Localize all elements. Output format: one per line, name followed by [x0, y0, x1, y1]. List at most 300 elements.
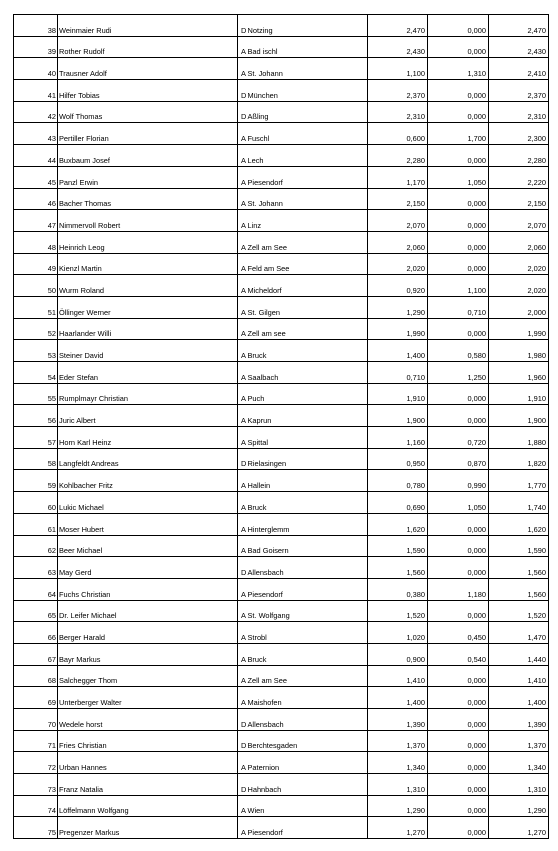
total-cell: 1,390: [489, 709, 549, 731]
country-cell: A: [238, 665, 246, 687]
score-1-cell: 1,560: [368, 557, 428, 579]
town-cell: Saalbach: [246, 362, 368, 384]
name-cell: Heinrich Leog: [58, 231, 238, 253]
score-2-cell: 0,870: [428, 448, 489, 470]
score-1-cell: 1,290: [368, 296, 428, 318]
total-cell: 2,070: [489, 210, 549, 232]
rank-cell: 64: [14, 578, 58, 600]
town-cell: Hallein: [246, 470, 368, 492]
name-cell: Berger Harald: [58, 622, 238, 644]
name-cell: Steiner David: [58, 340, 238, 362]
name-cell: Panzl Erwin: [58, 166, 238, 188]
score-1-cell: 1,400: [368, 340, 428, 362]
town-cell: Puch: [246, 383, 368, 405]
name-cell: Franz Natalia: [58, 774, 238, 796]
town-cell: Bruck: [246, 643, 368, 665]
score-1-cell: 0,780: [368, 470, 428, 492]
score-1-cell: 2,280: [368, 145, 428, 167]
score-1-cell: 2,020: [368, 253, 428, 275]
table-row: [14, 36, 549, 58]
rank-cell: 73: [14, 774, 58, 796]
name-cell: Lukic Michael: [58, 492, 238, 514]
name-cell: Horn Karl Heinz: [58, 427, 238, 449]
results-table-body: [14, 15, 549, 839]
score-2-cell: 1,050: [428, 166, 489, 188]
town-cell: Aßling: [246, 101, 368, 123]
score-2-cell: 0,580: [428, 340, 489, 362]
name-cell: Nimmervoll Robert: [58, 210, 238, 232]
rank-cell: 55: [14, 383, 58, 405]
total-cell: 1,990: [489, 318, 549, 340]
score-2-cell: 0,000: [428, 687, 489, 709]
rank-cell: 43: [14, 123, 58, 145]
score-2-cell: 0,720: [428, 427, 489, 449]
table-row: [14, 275, 549, 297]
rank-cell: 75: [14, 817, 58, 839]
town-cell: Fuschl: [246, 123, 368, 145]
total-cell: 1,960: [489, 362, 549, 384]
total-cell: 2,300: [489, 123, 549, 145]
town-cell: Linz: [246, 210, 368, 232]
table-row: [14, 188, 549, 210]
town-cell: Wien: [246, 795, 368, 817]
total-cell: 1,370: [489, 730, 549, 752]
table-row: [14, 622, 549, 644]
score-1-cell: 1,310: [368, 774, 428, 796]
country-cell: A: [238, 492, 246, 514]
rank-cell: 65: [14, 600, 58, 622]
table-row: [14, 535, 549, 557]
total-cell: 1,340: [489, 752, 549, 774]
country-cell: A: [238, 578, 246, 600]
score-2-cell: 0,000: [428, 80, 489, 102]
score-1-cell: 0,710: [368, 362, 428, 384]
town-cell: Paternion: [246, 752, 368, 774]
total-cell: 1,590: [489, 535, 549, 557]
country-cell: A: [238, 123, 246, 145]
town-cell: Bruck: [246, 340, 368, 362]
table-row: [14, 166, 549, 188]
name-cell: Bacher Thomas: [58, 188, 238, 210]
country-cell: A: [238, 643, 246, 665]
total-cell: 2,470: [489, 15, 549, 37]
town-cell: Strobl: [246, 622, 368, 644]
score-2-cell: 0,000: [428, 795, 489, 817]
total-cell: 1,410: [489, 665, 549, 687]
score-2-cell: 1,050: [428, 492, 489, 514]
total-cell: 1,820: [489, 448, 549, 470]
table-row: [14, 665, 549, 687]
rank-cell: 42: [14, 101, 58, 123]
rank-cell: 66: [14, 622, 58, 644]
rank-cell: 59: [14, 470, 58, 492]
score-1-cell: 2,150: [368, 188, 428, 210]
town-cell: St. Johann: [246, 58, 368, 80]
country-cell: A: [238, 622, 246, 644]
rank-cell: 74: [14, 795, 58, 817]
score-2-cell: 0,000: [428, 231, 489, 253]
score-1-cell: 1,340: [368, 752, 428, 774]
table-row: [14, 383, 549, 405]
rank-cell: 70: [14, 709, 58, 731]
score-2-cell: 0,000: [428, 210, 489, 232]
total-cell: 1,770: [489, 470, 549, 492]
town-cell: Hahnbach: [246, 774, 368, 796]
table-row: [14, 492, 549, 514]
table-row: [14, 58, 549, 80]
country-cell: A: [238, 513, 246, 535]
total-cell: 1,620: [489, 513, 549, 535]
score-2-cell: 0,000: [428, 318, 489, 340]
town-cell: Zell am See: [246, 231, 368, 253]
table-row: [14, 362, 549, 384]
score-2-cell: 0,000: [428, 752, 489, 774]
country-cell: A: [238, 275, 246, 297]
country-cell: A: [238, 318, 246, 340]
total-cell: 2,310: [489, 101, 549, 123]
town-cell: Rielasingen: [246, 448, 368, 470]
town-cell: Zell am See: [246, 665, 368, 687]
results-table: [13, 14, 549, 839]
name-cell: May Gerd: [58, 557, 238, 579]
town-cell: Piesendorf: [246, 578, 368, 600]
name-cell: Salchegger Thom: [58, 665, 238, 687]
name-cell: Pertiller Florian: [58, 123, 238, 145]
table-row: [14, 578, 549, 600]
table-row: [14, 427, 549, 449]
total-cell: 1,910: [489, 383, 549, 405]
score-1-cell: 1,900: [368, 405, 428, 427]
score-1-cell: 0,950: [368, 448, 428, 470]
score-1-cell: 2,060: [368, 231, 428, 253]
name-cell: Weinmaier Rudi: [58, 15, 238, 37]
table-row: [14, 470, 549, 492]
total-cell: 2,370: [489, 80, 549, 102]
score-2-cell: 0,000: [428, 513, 489, 535]
rank-cell: 44: [14, 145, 58, 167]
town-cell: St. Wolfgang: [246, 600, 368, 622]
country-cell: A: [238, 340, 246, 362]
rank-cell: 41: [14, 80, 58, 102]
score-1-cell: 1,290: [368, 795, 428, 817]
score-2-cell: 0,000: [428, 383, 489, 405]
country-cell: A: [238, 405, 246, 427]
country-cell: D: [238, 730, 246, 752]
name-cell: Wurm Roland: [58, 275, 238, 297]
score-2-cell: 0,000: [428, 817, 489, 839]
score-1-cell: 1,270: [368, 817, 428, 839]
table-row: [14, 817, 549, 839]
score-2-cell: 0,450: [428, 622, 489, 644]
score-2-cell: 0,990: [428, 470, 489, 492]
score-1-cell: 2,370: [368, 80, 428, 102]
score-2-cell: 0,000: [428, 557, 489, 579]
table-row: [14, 15, 549, 37]
name-cell: Pregenzer Markus: [58, 817, 238, 839]
name-cell: Moser Hubert: [58, 513, 238, 535]
table-row: [14, 145, 549, 167]
town-cell: Bad ischl: [246, 36, 368, 58]
total-cell: 1,290: [489, 795, 549, 817]
score-2-cell: 1,250: [428, 362, 489, 384]
country-cell: A: [238, 470, 246, 492]
country-cell: A: [238, 817, 246, 839]
total-cell: 1,560: [489, 578, 549, 600]
rank-cell: 72: [14, 752, 58, 774]
rank-cell: 53: [14, 340, 58, 362]
rank-cell: 54: [14, 362, 58, 384]
town-cell: Bad Goisern: [246, 535, 368, 557]
country-cell: A: [238, 36, 246, 58]
score-1-cell: 0,380: [368, 578, 428, 600]
score-2-cell: 0,000: [428, 405, 489, 427]
rank-cell: 61: [14, 513, 58, 535]
name-cell: Buxbaum Josef: [58, 145, 238, 167]
name-cell: Fuchs Christian: [58, 578, 238, 600]
country-cell: D: [238, 774, 246, 796]
total-cell: 1,270: [489, 817, 549, 839]
rank-cell: 71: [14, 730, 58, 752]
score-1-cell: 1,160: [368, 427, 428, 449]
score-1-cell: 1,910: [368, 383, 428, 405]
town-cell: Hinterglemm: [246, 513, 368, 535]
country-cell: A: [238, 535, 246, 557]
total-cell: 1,560: [489, 557, 549, 579]
total-cell: 1,980: [489, 340, 549, 362]
country-cell: A: [238, 231, 246, 253]
country-cell: D: [238, 101, 246, 123]
town-cell: Feld am See: [246, 253, 368, 275]
total-cell: 2,430: [489, 36, 549, 58]
table-row: [14, 513, 549, 535]
rank-cell: 52: [14, 318, 58, 340]
name-cell: Beer Michael: [58, 535, 238, 557]
table-row: [14, 123, 549, 145]
name-cell: Haarlander Willi: [58, 318, 238, 340]
rank-cell: 60: [14, 492, 58, 514]
rank-cell: 51: [14, 296, 58, 318]
town-cell: Zell am see: [246, 318, 368, 340]
country-cell: A: [238, 687, 246, 709]
name-cell: Bayr Markus: [58, 643, 238, 665]
town-cell: Berchtesgaden: [246, 730, 368, 752]
total-cell: 2,280: [489, 145, 549, 167]
town-cell: Micheldorf: [246, 275, 368, 297]
table-row: [14, 80, 549, 102]
table-row: [14, 709, 549, 731]
score-1-cell: 1,990: [368, 318, 428, 340]
name-cell: Urban Hannes: [58, 752, 238, 774]
total-cell: 2,000: [489, 296, 549, 318]
score-1-cell: 0,600: [368, 123, 428, 145]
score-1-cell: 1,620: [368, 513, 428, 535]
score-1-cell: 2,430: [368, 36, 428, 58]
score-2-cell: 0,000: [428, 145, 489, 167]
table-row: [14, 340, 549, 362]
rank-cell: 47: [14, 210, 58, 232]
country-cell: A: [238, 296, 246, 318]
town-cell: Kaprun: [246, 405, 368, 427]
score-2-cell: 1,310: [428, 58, 489, 80]
town-cell: Allensbach: [246, 557, 368, 579]
table-row: [14, 296, 549, 318]
rank-cell: 39: [14, 36, 58, 58]
total-cell: 1,880: [489, 427, 549, 449]
score-1-cell: 1,390: [368, 709, 428, 731]
name-cell: Kohlbacher Fritz: [58, 470, 238, 492]
name-cell: Langfeldt Andreas: [58, 448, 238, 470]
table-row: [14, 231, 549, 253]
score-2-cell: 1,100: [428, 275, 489, 297]
name-cell: Öllinger Werner: [58, 296, 238, 318]
score-2-cell: 1,700: [428, 123, 489, 145]
score-1-cell: 0,900: [368, 643, 428, 665]
table-row: [14, 752, 549, 774]
score-1-cell: 2,470: [368, 15, 428, 37]
score-1-cell: 2,070: [368, 210, 428, 232]
rank-cell: 46: [14, 188, 58, 210]
country-cell: D: [238, 80, 246, 102]
score-2-cell: 0,540: [428, 643, 489, 665]
country-cell: A: [238, 210, 246, 232]
total-cell: 2,410: [489, 58, 549, 80]
name-cell: Fries Christian: [58, 730, 238, 752]
score-1-cell: 0,920: [368, 275, 428, 297]
name-cell: Wedele horst: [58, 709, 238, 731]
table-row: [14, 210, 549, 232]
country-cell: A: [238, 362, 246, 384]
score-1-cell: 1,400: [368, 687, 428, 709]
town-cell: Piesendorf: [246, 166, 368, 188]
rank-cell: 45: [14, 166, 58, 188]
score-1-cell: 1,410: [368, 665, 428, 687]
country-cell: D: [238, 557, 246, 579]
name-cell: Rumplmayr Christian: [58, 383, 238, 405]
score-2-cell: 0,000: [428, 535, 489, 557]
table-row: [14, 730, 549, 752]
table-row: [14, 318, 549, 340]
table-row: [14, 405, 549, 427]
score-1-cell: 1,370: [368, 730, 428, 752]
town-cell: Lech: [246, 145, 368, 167]
town-cell: Maishofen: [246, 687, 368, 709]
country-cell: A: [238, 166, 246, 188]
score-2-cell: 0,710: [428, 296, 489, 318]
score-1-cell: 1,590: [368, 535, 428, 557]
table-row: [14, 557, 549, 579]
town-cell: Notzing: [246, 15, 368, 37]
rank-cell: 56: [14, 405, 58, 427]
name-cell: Kienzl Martin: [58, 253, 238, 275]
name-cell: Eder Stefan: [58, 362, 238, 384]
total-cell: 1,470: [489, 622, 549, 644]
country-cell: A: [238, 253, 246, 275]
score-1-cell: 1,100: [368, 58, 428, 80]
country-cell: A: [238, 383, 246, 405]
table-row: [14, 253, 549, 275]
town-cell: Allensbach: [246, 709, 368, 731]
table-row: [14, 101, 549, 123]
score-2-cell: 0,000: [428, 36, 489, 58]
total-cell: 1,400: [489, 687, 549, 709]
name-cell: Wolf Thomas: [58, 101, 238, 123]
town-cell: München: [246, 80, 368, 102]
score-2-cell: 0,000: [428, 665, 489, 687]
table-row: [14, 643, 549, 665]
country-cell: A: [238, 795, 246, 817]
town-cell: Spittal: [246, 427, 368, 449]
country-cell: A: [238, 600, 246, 622]
total-cell: 1,900: [489, 405, 549, 427]
country-cell: A: [238, 188, 246, 210]
table-row: [14, 795, 549, 817]
score-1-cell: 1,020: [368, 622, 428, 644]
country-cell: D: [238, 709, 246, 731]
score-1-cell: 0,690: [368, 492, 428, 514]
total-cell: 1,740: [489, 492, 549, 514]
score-1-cell: 2,310: [368, 101, 428, 123]
name-cell: Rother Rudolf: [58, 36, 238, 58]
total-cell: 2,060: [489, 231, 549, 253]
total-cell: 1,520: [489, 600, 549, 622]
rank-cell: 50: [14, 275, 58, 297]
table-row: [14, 448, 549, 470]
rank-cell: 63: [14, 557, 58, 579]
score-2-cell: 1,180: [428, 578, 489, 600]
name-cell: Hilfer Tobias: [58, 80, 238, 102]
score-2-cell: 0,000: [428, 600, 489, 622]
name-cell: Dr. Leifer Michael: [58, 600, 238, 622]
score-2-cell: 0,000: [428, 774, 489, 796]
score-1-cell: 1,520: [368, 600, 428, 622]
score-1-cell: 1,170: [368, 166, 428, 188]
rank-cell: 57: [14, 427, 58, 449]
rank-cell: 49: [14, 253, 58, 275]
country-cell: A: [238, 58, 246, 80]
table-row: [14, 687, 549, 709]
rank-cell: 62: [14, 535, 58, 557]
town-cell: Bruck: [246, 492, 368, 514]
total-cell: 2,220: [489, 166, 549, 188]
total-cell: 1,440: [489, 643, 549, 665]
total-cell: 2,020: [489, 275, 549, 297]
table-row: [14, 774, 549, 796]
rank-cell: 69: [14, 687, 58, 709]
total-cell: 2,150: [489, 188, 549, 210]
name-cell: Juric Albert: [58, 405, 238, 427]
rank-cell: 67: [14, 643, 58, 665]
score-2-cell: 0,000: [428, 253, 489, 275]
country-cell: A: [238, 752, 246, 774]
name-cell: Unterberger Walter: [58, 687, 238, 709]
score-2-cell: 0,000: [428, 15, 489, 37]
rank-cell: 38: [14, 15, 58, 37]
town-cell: St. Gilgen: [246, 296, 368, 318]
total-cell: 2,020: [489, 253, 549, 275]
score-2-cell: 0,000: [428, 709, 489, 731]
rank-cell: 68: [14, 665, 58, 687]
town-cell: St. Johann: [246, 188, 368, 210]
rank-cell: 40: [14, 58, 58, 80]
town-cell: Piesendorf: [246, 817, 368, 839]
total-cell: 1,310: [489, 774, 549, 796]
rank-cell: 48: [14, 231, 58, 253]
rank-cell: 58: [14, 448, 58, 470]
name-cell: Löffelmann Wolfgang: [58, 795, 238, 817]
name-cell: Trausner Adolf: [58, 58, 238, 80]
score-2-cell: 0,000: [428, 101, 489, 123]
country-cell: D: [238, 15, 246, 37]
